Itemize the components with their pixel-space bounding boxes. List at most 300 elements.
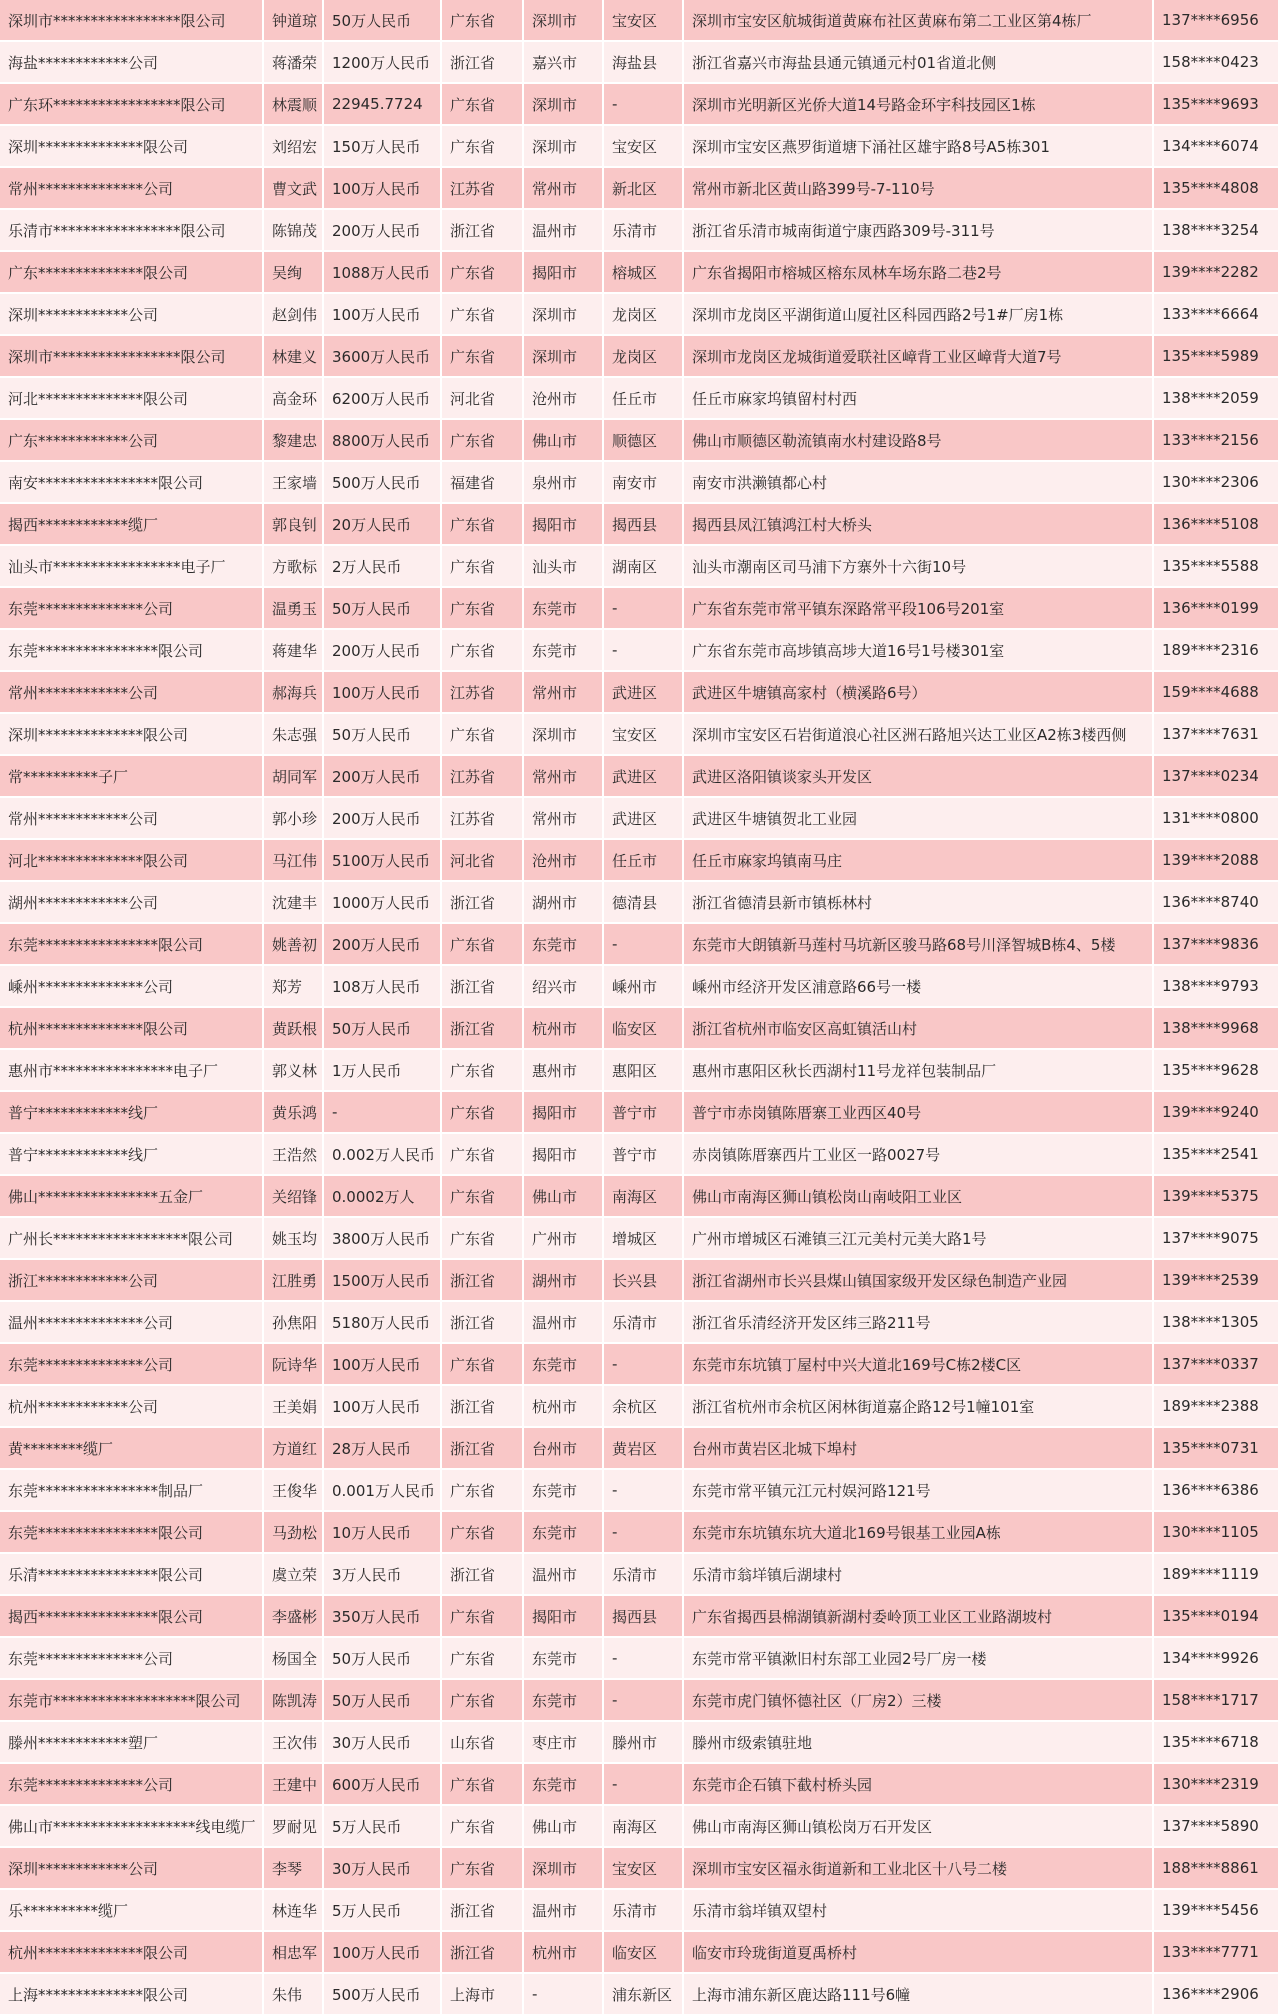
address-cell: 深圳市宝安区福永街道新和工业北区十八号二楼 <box>684 1848 1154 1890</box>
company-name-cell: 东莞市*******************限公司 <box>0 1680 264 1722</box>
address-cell: 临安市玲珑街道夏禹桥村 <box>684 1932 1154 1974</box>
contact-name-cell: 朱志强 <box>264 714 324 756</box>
company-name-cell: 汕头市*****************电子厂 <box>0 546 264 588</box>
contact-name-cell: 马江伟 <box>264 840 324 882</box>
city-cell: 广州市 <box>524 1218 604 1260</box>
table-row <box>0 42 1280 84</box>
address-cell: 佛山市南海区狮山镇松岗万石开发区 <box>684 1806 1154 1848</box>
registered-capital-cell: 200万人民币 <box>324 756 442 798</box>
registered-capital-cell: 2万人民币 <box>324 546 442 588</box>
registered-capital-cell: 50万人民币 <box>324 1680 442 1722</box>
phone-cell: 139****2282 <box>1154 252 1280 294</box>
registered-capital-cell: 3800万人民币 <box>324 1218 442 1260</box>
company-name-cell: 杭州**************限公司 <box>0 1008 264 1050</box>
address-cell: 滕州市级索镇驻地 <box>684 1722 1154 1764</box>
district-cell: - <box>604 630 684 672</box>
contact-name-cell: 吴绚 <box>264 252 324 294</box>
table-row <box>0 1344 1280 1386</box>
district-cell: - <box>604 84 684 126</box>
company-name-cell: 海盐************公司 <box>0 42 264 84</box>
contact-name-cell: 蒋潘荣 <box>264 42 324 84</box>
phone-cell: 136****8740 <box>1154 882 1280 924</box>
address-cell: 东莞市东坑镇丁屋村中兴大道北169号C栋2楼C区 <box>684 1344 1154 1386</box>
registered-capital-cell: 5万人民币 <box>324 1890 442 1932</box>
city-cell: 东莞市 <box>524 588 604 630</box>
phone-cell: 135****5588 <box>1154 546 1280 588</box>
contact-name-cell: 陈锦茂 <box>264 210 324 252</box>
province-cell: 广东省 <box>442 546 524 588</box>
address-cell: 广东省揭阳市榕城区榕东凤林车场东路二巷2号 <box>684 252 1154 294</box>
phone-cell: 130****1105 <box>1154 1512 1280 1554</box>
table-row <box>0 672 1280 714</box>
contact-name-cell: 蒋建华 <box>264 630 324 672</box>
province-cell: 广东省 <box>442 1764 524 1806</box>
table-row <box>0 546 1280 588</box>
address-cell: 深圳市宝安区燕罗街道塘下涌社区雄宇路8号A5栋301 <box>684 126 1154 168</box>
province-cell: 广东省 <box>442 1596 524 1638</box>
phone-cell: 139****9240 <box>1154 1092 1280 1134</box>
phone-cell: 138****3254 <box>1154 210 1280 252</box>
province-cell: 浙江省 <box>442 1386 524 1428</box>
table-row <box>0 294 1280 336</box>
phone-cell: 136****5108 <box>1154 504 1280 546</box>
district-cell: 余杭区 <box>604 1386 684 1428</box>
city-cell: 揭阳市 <box>524 252 604 294</box>
address-cell: 任丘市麻家坞镇南马庄 <box>684 840 1154 882</box>
company-name-cell: 河北**************限公司 <box>0 378 264 420</box>
registered-capital-cell: 600万人民币 <box>324 1764 442 1806</box>
district-cell: 增城区 <box>604 1218 684 1260</box>
company-name-cell: 东莞**************公司 <box>0 1638 264 1680</box>
company-name-cell: 东莞**************公司 <box>0 1344 264 1386</box>
contact-name-cell: 黄乐鸿 <box>264 1092 324 1134</box>
district-cell: - <box>604 588 684 630</box>
contact-name-cell: 李琴 <box>264 1848 324 1890</box>
district-cell: 普宁市 <box>604 1092 684 1134</box>
phone-cell: 189****2388 <box>1154 1386 1280 1428</box>
company-name-cell: 广州长******************限公司 <box>0 1218 264 1260</box>
phone-cell: 134****6074 <box>1154 126 1280 168</box>
company-name-cell: 杭州************公司 <box>0 1386 264 1428</box>
address-cell: 深圳市宝安区石岩街道浪心社区洲石路旭兴达工业区A2栋3楼西侧 <box>684 714 1154 756</box>
city-cell: 惠州市 <box>524 1050 604 1092</box>
district-cell: 武进区 <box>604 798 684 840</box>
company-name-cell: 东莞****************限公司 <box>0 924 264 966</box>
contact-name-cell: 王美娟 <box>264 1386 324 1428</box>
city-cell: 台州市 <box>524 1428 604 1470</box>
city-cell: 佛山市 <box>524 1806 604 1848</box>
table-row <box>0 210 1280 252</box>
contact-name-cell: 姚善初 <box>264 924 324 966</box>
contact-name-cell: 方歌标 <box>264 546 324 588</box>
registered-capital-cell: 3600万人民币 <box>324 336 442 378</box>
contact-name-cell: 黄跃根 <box>264 1008 324 1050</box>
registered-capital-cell: 1500万人民币 <box>324 1260 442 1302</box>
table-row <box>0 252 1280 294</box>
city-cell: 东莞市 <box>524 1680 604 1722</box>
city-cell: 深圳市 <box>524 1848 604 1890</box>
province-cell: 广东省 <box>442 420 524 462</box>
province-cell: 广东省 <box>442 1680 524 1722</box>
contact-name-cell: 赵剑伟 <box>264 294 324 336</box>
registered-capital-cell: 6200万人民币 <box>324 378 442 420</box>
address-cell: 上海市浦东新区鹿达路111号6幢 <box>684 1974 1154 2016</box>
district-cell: 乐清市 <box>604 210 684 252</box>
contact-name-cell: 江胜勇 <box>264 1260 324 1302</box>
province-cell: 广东省 <box>442 1344 524 1386</box>
district-cell: 南海区 <box>604 1176 684 1218</box>
district-cell: - <box>604 1512 684 1554</box>
city-cell: 佛山市 <box>524 420 604 462</box>
district-cell: 新北区 <box>604 168 684 210</box>
contact-name-cell: 陈凯涛 <box>264 1680 324 1722</box>
table-row <box>0 1974 1280 2016</box>
district-cell: 滕州市 <box>604 1722 684 1764</box>
company-name-cell: 佛山市*******************线电缆厂 <box>0 1806 264 1848</box>
contact-name-cell: 温勇玉 <box>264 588 324 630</box>
registered-capital-cell: 3万人民币 <box>324 1554 442 1596</box>
city-cell: 杭州市 <box>524 1932 604 1974</box>
address-cell: 乐清市翁垟镇后湖埭村 <box>684 1554 1154 1596</box>
address-cell: 嵊州市经济开发区浦意路66号一楼 <box>684 966 1154 1008</box>
registered-capital-cell: 200万人民币 <box>324 210 442 252</box>
province-cell: 广东省 <box>442 252 524 294</box>
contact-name-cell: 林震顺 <box>264 84 324 126</box>
address-cell: 武进区牛塘镇贺北工业园 <box>684 798 1154 840</box>
city-cell: 沧州市 <box>524 840 604 882</box>
phone-cell: 130****2319 <box>1154 1764 1280 1806</box>
district-cell: 黄岩区 <box>604 1428 684 1470</box>
registered-capital-cell: 50万人民币 <box>324 1638 442 1680</box>
contact-name-cell: 郭小珍 <box>264 798 324 840</box>
table-row <box>0 882 1280 924</box>
city-cell: 杭州市 <box>524 1386 604 1428</box>
contact-name-cell: 郑芳 <box>264 966 324 1008</box>
table-row <box>0 462 1280 504</box>
province-cell: 河北省 <box>442 840 524 882</box>
district-cell: 榕城区 <box>604 252 684 294</box>
address-cell: 任丘市麻家坞镇留村村西 <box>684 378 1154 420</box>
phone-cell: 159****4688 <box>1154 672 1280 714</box>
company-name-cell: 上海**************限公司 <box>0 1974 264 2016</box>
phone-cell: 135****6718 <box>1154 1722 1280 1764</box>
province-cell: 江苏省 <box>442 672 524 714</box>
address-cell: 深圳市光明新区光侨大道14号路金环宇科技园区1栋 <box>684 84 1154 126</box>
address-cell: 浙江省嘉兴市海盐县通元镇通元村01省道北侧 <box>684 42 1154 84</box>
registered-capital-cell: 0.0002万人 <box>324 1176 442 1218</box>
city-cell: 泉州市 <box>524 462 604 504</box>
company-name-cell: 南安****************限公司 <box>0 462 264 504</box>
registered-capital-cell: 30万人民币 <box>324 1848 442 1890</box>
district-cell: - <box>604 1680 684 1722</box>
contact-name-cell: 钟道琼 <box>264 0 324 42</box>
phone-cell: 133****2156 <box>1154 420 1280 462</box>
contact-name-cell: 罗耐见 <box>264 1806 324 1848</box>
contact-name-cell: 林连华 <box>264 1890 324 1932</box>
table-row <box>0 1680 1280 1722</box>
table-row <box>0 1470 1280 1512</box>
city-cell: 东莞市 <box>524 1638 604 1680</box>
district-cell: 嵊州市 <box>604 966 684 1008</box>
registered-capital-cell: - <box>324 1092 442 1134</box>
city-cell: 深圳市 <box>524 84 604 126</box>
contact-name-cell: 林建义 <box>264 336 324 378</box>
province-cell: 浙江省 <box>442 1890 524 1932</box>
phone-cell: 189****1119 <box>1154 1554 1280 1596</box>
company-name-cell: 广东**************限公司 <box>0 252 264 294</box>
registered-capital-cell: 1088万人民币 <box>324 252 442 294</box>
phone-cell: 135****2541 <box>1154 1134 1280 1176</box>
registered-capital-cell: 200万人民币 <box>324 924 442 966</box>
province-cell: 广东省 <box>442 1638 524 1680</box>
contact-name-cell: 姚玉均 <box>264 1218 324 1260</box>
contact-name-cell: 王家墙 <box>264 462 324 504</box>
city-cell: 东莞市 <box>524 1764 604 1806</box>
district-cell: - <box>604 924 684 966</box>
registered-capital-cell: 20万人民币 <box>324 504 442 546</box>
address-cell: 浙江省乐清市城南街道宁康西路309号-311号 <box>684 210 1154 252</box>
registered-capital-cell: 50万人民币 <box>324 1008 442 1050</box>
province-cell: 广东省 <box>442 1176 524 1218</box>
table-row <box>0 1008 1280 1050</box>
province-cell: 浙江省 <box>442 210 524 252</box>
table-row <box>0 1134 1280 1176</box>
contact-name-cell: 虞立荣 <box>264 1554 324 1596</box>
contact-name-cell: 高金环 <box>264 378 324 420</box>
address-cell: 东莞市大朗镇新马莲村马坑新区骏马路68号川泽智城B栋4、5楼 <box>684 924 1154 966</box>
province-cell: 江苏省 <box>442 168 524 210</box>
table-row <box>0 1722 1280 1764</box>
contact-name-cell: 黎建忠 <box>264 420 324 462</box>
company-name-cell: 常州************公司 <box>0 672 264 714</box>
table-row <box>0 798 1280 840</box>
contact-name-cell: 郭义林 <box>264 1050 324 1092</box>
city-cell: 佛山市 <box>524 1176 604 1218</box>
address-cell: 东莞市东坑镇东坑大道北169号银基工业园A栋 <box>684 1512 1154 1554</box>
contact-name-cell: 相忠军 <box>264 1932 324 1974</box>
company-name-cell: 东莞****************制品厂 <box>0 1470 264 1512</box>
company-name-cell: 乐清****************限公司 <box>0 1554 264 1596</box>
province-cell: 广东省 <box>442 294 524 336</box>
phone-cell: 135****5989 <box>1154 336 1280 378</box>
registered-capital-cell: 10万人民币 <box>324 1512 442 1554</box>
address-cell: 浙江省乐清经济开发区纬三路211号 <box>684 1302 1154 1344</box>
district-cell: 乐清市 <box>604 1302 684 1344</box>
table-row <box>0 126 1280 168</box>
phone-cell: 138****9968 <box>1154 1008 1280 1050</box>
district-cell: 南安市 <box>604 462 684 504</box>
province-cell: 广东省 <box>442 714 524 756</box>
registered-capital-cell: 108万人民币 <box>324 966 442 1008</box>
province-cell: 浙江省 <box>442 882 524 924</box>
district-cell: 任丘市 <box>604 840 684 882</box>
phone-cell: 137****7631 <box>1154 714 1280 756</box>
district-cell: - <box>604 1344 684 1386</box>
company-name-cell: 深圳市*****************限公司 <box>0 0 264 42</box>
company-name-cell: 佛山****************五金厂 <box>0 1176 264 1218</box>
province-cell: 河北省 <box>442 378 524 420</box>
company-name-cell: 惠州市****************电子厂 <box>0 1050 264 1092</box>
company-name-cell: 深圳************公司 <box>0 294 264 336</box>
address-cell: 东莞市常平镇元江元村娱河路121号 <box>684 1470 1154 1512</box>
district-cell: 揭西县 <box>604 504 684 546</box>
province-cell: 浙江省 <box>442 42 524 84</box>
city-cell: 深圳市 <box>524 714 604 756</box>
address-cell: 广东省东莞市常平镇东深路常平段106号201室 <box>684 588 1154 630</box>
address-cell: 佛山市顺德区勒流镇南水村建设路8号 <box>684 420 1154 462</box>
contact-name-cell: 方道红 <box>264 1428 324 1470</box>
city-cell: 东莞市 <box>524 1512 604 1554</box>
company-name-cell: 乐**********缆厂 <box>0 1890 264 1932</box>
address-cell: 惠州市惠阳区秋长西湖村11号龙祥包装制品厂 <box>684 1050 1154 1092</box>
address-cell: 浙江省杭州市临安区高虹镇活山村 <box>684 1008 1154 1050</box>
table-row <box>0 756 1280 798</box>
address-cell: 东莞市虎门镇怀德社区（厂房2）三楼 <box>684 1680 1154 1722</box>
table-row <box>0 1512 1280 1554</box>
company-name-cell: 揭西****************限公司 <box>0 1596 264 1638</box>
province-cell: 广东省 <box>442 588 524 630</box>
company-name-cell: 东莞**************公司 <box>0 588 264 630</box>
address-cell: 赤岗镇陈厝寨西片工业区一路0027号 <box>684 1134 1154 1176</box>
contact-name-cell: 李盛彬 <box>264 1596 324 1638</box>
address-cell: 佛山市南海区狮山镇松岗山南岐阳工业区 <box>684 1176 1154 1218</box>
province-cell: 福建省 <box>442 462 524 504</box>
table-row <box>0 1218 1280 1260</box>
table-row <box>0 1092 1280 1134</box>
company-name-cell: 河北**************限公司 <box>0 840 264 882</box>
contact-name-cell: 郭良钊 <box>264 504 324 546</box>
company-name-cell: 滕州************塑厂 <box>0 1722 264 1764</box>
phone-cell: 139****5456 <box>1154 1890 1280 1932</box>
registered-capital-cell: 100万人民币 <box>324 1932 442 1974</box>
district-cell: 任丘市 <box>604 378 684 420</box>
phone-cell: 138****1305 <box>1154 1302 1280 1344</box>
phone-cell: 137****0337 <box>1154 1344 1280 1386</box>
province-cell: 上海市 <box>442 1974 524 2016</box>
contact-name-cell: 曹文武 <box>264 168 324 210</box>
table-row <box>0 0 1280 42</box>
contact-name-cell: 王次伟 <box>264 1722 324 1764</box>
contact-name-cell: 沈建丰 <box>264 882 324 924</box>
address-cell: 普宁市赤岗镇陈厝寨工业西区40号 <box>684 1092 1154 1134</box>
phone-cell: 135****0194 <box>1154 1596 1280 1638</box>
address-cell: 南安市洪濑镇都心村 <box>684 462 1154 504</box>
phone-cell: 189****2316 <box>1154 630 1280 672</box>
phone-cell: 134****9926 <box>1154 1638 1280 1680</box>
district-cell: - <box>604 1764 684 1806</box>
address-cell: 浙江省德清县新市镇栎林村 <box>684 882 1154 924</box>
city-cell: 枣庄市 <box>524 1722 604 1764</box>
phone-cell: 138****2059 <box>1154 378 1280 420</box>
district-cell: 龙岗区 <box>604 294 684 336</box>
province-cell: 广东省 <box>442 1848 524 1890</box>
table-row <box>0 714 1280 756</box>
phone-cell: 130****2306 <box>1154 462 1280 504</box>
contact-name-cell: 杨国全 <box>264 1638 324 1680</box>
province-cell: 广东省 <box>442 1050 524 1092</box>
address-cell: 乐清市翁垟镇双望村 <box>684 1890 1154 1932</box>
phone-cell: 138****9793 <box>1154 966 1280 1008</box>
company-name-cell: 深圳**************限公司 <box>0 126 264 168</box>
address-cell: 浙江省湖州市长兴县煤山镇国家级开发区绿色制造产业园 <box>684 1260 1154 1302</box>
phone-cell: 136****0199 <box>1154 588 1280 630</box>
registered-capital-cell: 100万人民币 <box>324 1386 442 1428</box>
company-name-cell: 常**********子厂 <box>0 756 264 798</box>
company-name-cell: 东莞****************限公司 <box>0 1512 264 1554</box>
city-cell: 深圳市 <box>524 336 604 378</box>
city-cell: 常州市 <box>524 168 604 210</box>
phone-cell: 137****9075 <box>1154 1218 1280 1260</box>
phone-cell: 137****5890 <box>1154 1806 1280 1848</box>
contact-name-cell: 王浩然 <box>264 1134 324 1176</box>
district-cell: 揭西县 <box>604 1596 684 1638</box>
registered-capital-cell: 8800万人民币 <box>324 420 442 462</box>
registered-capital-cell: 0.001万人民币 <box>324 1470 442 1512</box>
address-cell: 常州市新北区黄山路399号-7-110号 <box>684 168 1154 210</box>
company-name-cell: 湖州************公司 <box>0 882 264 924</box>
address-cell: 深圳市宝安区航城街道黄麻布社区黄麻布第二工业区第4栋厂 <box>684 0 1154 42</box>
contact-name-cell: 王建中 <box>264 1764 324 1806</box>
table-row <box>0 1932 1280 1974</box>
province-cell: 广东省 <box>442 84 524 126</box>
table-row <box>0 1806 1280 1848</box>
province-cell: 浙江省 <box>442 1260 524 1302</box>
table-row <box>0 588 1280 630</box>
contact-name-cell: 朱伟 <box>264 1974 324 2016</box>
phone-cell: 158****1717 <box>1154 1680 1280 1722</box>
province-cell: 浙江省 <box>442 1302 524 1344</box>
phone-cell: 158****0423 <box>1154 42 1280 84</box>
city-cell: 东莞市 <box>524 924 604 966</box>
district-cell: 湖南区 <box>604 546 684 588</box>
company-name-cell: 普宁************线厂 <box>0 1134 264 1176</box>
district-cell: 宝安区 <box>604 126 684 168</box>
province-cell: 浙江省 <box>442 1008 524 1050</box>
company-name-cell: 浙江************公司 <box>0 1260 264 1302</box>
company-name-cell: 深圳市*****************限公司 <box>0 336 264 378</box>
address-cell: 东莞市企石镇下截村桥头园 <box>684 1764 1154 1806</box>
phone-cell: 137****0234 <box>1154 756 1280 798</box>
province-cell: 浙江省 <box>442 1428 524 1470</box>
table-row <box>0 840 1280 882</box>
city-cell: 嘉兴市 <box>524 42 604 84</box>
district-cell: 武进区 <box>604 672 684 714</box>
registered-capital-cell: 5100万人民币 <box>324 840 442 882</box>
contact-name-cell: 阮诗华 <box>264 1344 324 1386</box>
district-cell: 浦东新区 <box>604 1974 684 2016</box>
company-name-cell: 东莞****************限公司 <box>0 630 264 672</box>
address-cell: 深圳市龙岗区平湖街道山厦社区科园西路2号1#厂房1栋 <box>684 294 1154 336</box>
district-cell: 宝安区 <box>604 0 684 42</box>
company-name-cell: 广东************公司 <box>0 420 264 462</box>
district-cell: 龙岗区 <box>604 336 684 378</box>
province-cell: 浙江省 <box>442 1932 524 1974</box>
registered-capital-cell: 1200万人民币 <box>324 42 442 84</box>
city-cell: 温州市 <box>524 1890 604 1932</box>
address-cell: 深圳市龙岗区龙城街道爱联社区嶂背工业区嶂背大道7号 <box>684 336 1154 378</box>
city-cell: 沧州市 <box>524 378 604 420</box>
city-cell: 常州市 <box>524 798 604 840</box>
company-name-cell: 杭州**************限公司 <box>0 1932 264 1974</box>
address-cell: 武进区牛塘镇高家村（横溪路6号） <box>684 672 1154 714</box>
contact-name-cell: 王俊华 <box>264 1470 324 1512</box>
registered-capital-cell: 350万人民币 <box>324 1596 442 1638</box>
district-cell: 临安区 <box>604 1932 684 1974</box>
registered-capital-cell: 500万人民币 <box>324 1974 442 2016</box>
registered-capital-cell: 30万人民币 <box>324 1722 442 1764</box>
table-row <box>0 1428 1280 1470</box>
province-cell: 江苏省 <box>442 798 524 840</box>
